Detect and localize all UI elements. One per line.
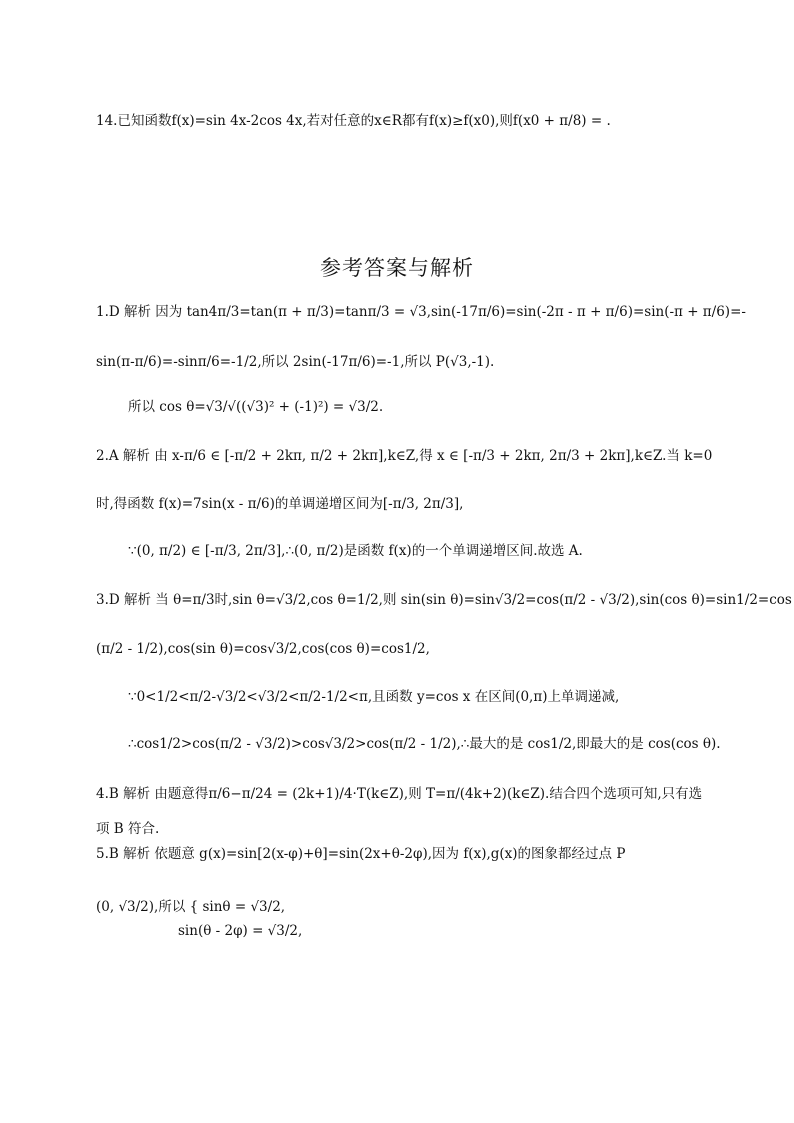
- answer-2-line-1: 2.A 解析 由 x-π/6 ∈ [-π/2 + 2kπ, π/2 + 2kπ],k∈Z,得 x ∈ [-π/3 + 2kπ, 2π/3 + 2kπ],k∈Z.当 k=0: [96, 448, 713, 464]
- answer-5-line-1: 5.B 解析 依题意 g(x)=sin[2(x-φ)+θ]=sin(2x+θ-2φ),因为 f(x),g(x)的图象都经过点 P: [96, 846, 626, 862]
- answer-3-line-3: ∵0<1/2<π/2-√3/2<√3/2<π/2-1/2<π,且函数 y=cos x 在区间(0,π)上单调递减,: [128, 689, 620, 705]
- answer-2-line-3: ∵(0, π/2) ∈ [-π/3, 2π/3],∴(0, π/2)是函数 f(x)的一个单调递增区间.故选 A.: [128, 543, 583, 559]
- question-14: 14.已知函数f(x)=sin 4x-2cos 4x,若对任意的x∈R都有f(x)≥f(x0),则f(x0 + π/8) = .: [96, 113, 611, 129]
- answer-1-line-3: 所以 cos θ=√3/√((√3)² + (-1)²) = √3/2.: [128, 399, 384, 415]
- answer-4-line-2: 项 B 符合.: [96, 821, 160, 837]
- answer-3-line-1: 3.D 解析 当 θ=π/3时,sin θ=√3/2,cos θ=1/2,则 sin(sin θ)=sin√3/2=cos(π/2 - √3/2),sin(cos θ)=sin1/2=cos: [96, 592, 792, 608]
- answer-5-line-2: (0, √3/2),所以 { sinθ = √3/2,: [96, 899, 286, 915]
- answer-3-line-2: (π/2 - 1/2),cos(sin θ)=cos√3/2,cos(cos θ)=cos1/2,: [96, 641, 430, 657]
- answer-4-line-1: 4.B 解析 由题意得π/6−π/24 = (2k+1)/4·T(k∈Z),则 T=π/(4k+2)(k∈Z).结合四个选项可知,只有选: [96, 786, 703, 802]
- answer-1-line-1: 1.D 解析 因为 tan4π/3=tan(π + π/3)=tanπ/3 = √3,sin(-17π/6)=sin(-2π - π + π/6)=sin(-π + π/6)=-: [96, 304, 746, 320]
- answer-5-line-3: sin(θ - 2φ) = √3/2,: [178, 923, 303, 939]
- answer-1-line-2: sin(π-π/6)=-sinπ/6=-1/2,所以 2sin(-17π/6)=-1,所以 P(√3,-1).: [96, 354, 495, 370]
- answer-3-line-4: ∴cos1/2>cos(π/2 - √3/2)>cos√3/2>cos(π/2 - 1/2),∴最大的是 cos1/2,即最大的是 cos(cos θ).: [128, 736, 721, 752]
- answer-2-line-2: 时,得函数 f(x)=7sin(x - π/6)的单调递增区间为[-π/3, 2π/3],: [96, 496, 464, 512]
- section-title: 参考答案与解析: [320, 256, 474, 280]
